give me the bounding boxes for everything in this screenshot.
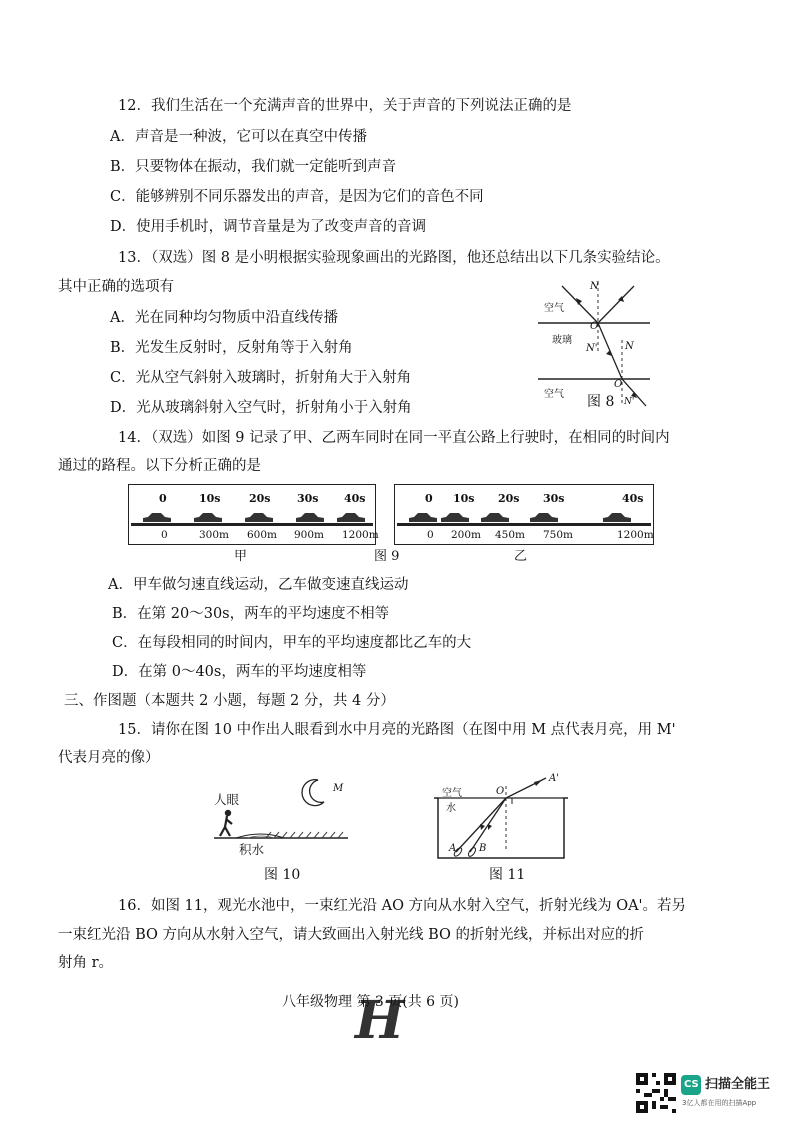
jia-label: 甲	[234, 549, 248, 564]
yi-dist-2: 450m	[495, 529, 525, 541]
q14-stem-line1: 14．（双选）如图 9 记录了甲、乙两车同时在同一平直公路上行驶时，在相同的时间内	[118, 430, 670, 446]
jia-time-4: 40s	[344, 492, 366, 505]
q13-stem-line1: 13．（双选）图 8 是小明根据实验现象画出的光路图，他还总结出以下几条实验结论。	[118, 250, 670, 266]
fig8-nprime-top-label: N'	[586, 343, 598, 354]
yi-cars	[405, 511, 650, 524]
fig11-air-label: 空气	[442, 788, 462, 799]
jia-time-0: 0	[159, 492, 167, 505]
figure-11	[430, 772, 572, 860]
q12-option-a: A．声音是一种波，它可以在真空中传播	[110, 129, 367, 145]
jia-cars	[139, 511, 369, 524]
fig11-a-label: A	[449, 843, 457, 854]
watermark-h: H	[355, 990, 405, 1051]
fig8-glass-label: 玻璃	[552, 335, 572, 346]
q12-option-c: C．能够辨别不同乐器发出的声音，是因为它们的音色不同	[110, 189, 484, 205]
q12-stem: 12．我们生活在一个充满声音的世界中，关于声音的下列说法正确的是	[118, 98, 572, 114]
q16-line3: 射角 r。	[58, 955, 114, 971]
camscanner-logo-text: CS	[684, 1079, 699, 1090]
fig8-n-top-label: N	[590, 281, 599, 292]
yi-time-2: 20s	[498, 492, 520, 505]
fig8-o-top-label: O	[590, 321, 599, 332]
fig9-caption: 图 9	[374, 549, 400, 564]
fig11-o-label: O	[496, 786, 505, 797]
fig8-o-bottom-label: O	[614, 379, 623, 390]
fig8-air-bottom-label: 空气	[544, 389, 564, 400]
yi-dist-0: 0	[427, 529, 434, 541]
fig11-caption: 图 11	[489, 867, 526, 883]
q14-option-a: A．甲车做匀速直线运动，乙车做变速直线运动	[108, 577, 409, 593]
q12-option-b: B．只要物体在振动，我们就一定能听到声音	[110, 159, 397, 175]
q15-line1: 15．请你在图 10 中作出人眼看到水中月亮的光路图（在图中用 M 点代表月亮，用 M'	[118, 722, 676, 738]
jia-dist-1: 300m	[199, 529, 229, 541]
fig10-water-label: 积水	[239, 842, 265, 857]
camscanner-logo-icon	[681, 1075, 701, 1095]
q16-line1: 16．如图 11，观光水池中，一束红光沿 AO 方向从水射入空气，折射光线为 OA'。若另	[118, 898, 687, 914]
yi-label: 乙	[514, 549, 528, 564]
q13-stem-line2: 其中正确的选项有	[58, 279, 174, 295]
fig8-nprime-bottom-label: N'	[624, 397, 635, 407]
yi-dist-3: 750m	[543, 529, 573, 541]
q13-option-b: B．光发生反射时，反射角等于入射角	[110, 340, 353, 356]
jia-dist-0: 0	[161, 529, 168, 541]
fig11-water-label: 水	[446, 803, 456, 814]
q14-stem-line2: 通过的路程。以下分析正确的是	[58, 458, 261, 474]
fig10-caption: 图 10	[264, 867, 301, 883]
fig8-n-bottom-label: N	[625, 341, 634, 352]
yi-time-0: 0	[425, 492, 433, 505]
yi-dist-4: 1200m	[617, 529, 654, 541]
fig8-air-top-label: 空气	[544, 303, 564, 314]
fig11-b-label: B	[479, 843, 487, 854]
figure-9-yi	[394, 484, 654, 545]
yi-time-1: 10s	[453, 492, 475, 505]
fig10-m-label: M	[333, 783, 344, 794]
q13-option-d: D．光从玻璃斜射入空气时，折射角小于入射角	[110, 400, 412, 416]
jia-time-2: 20s	[249, 492, 271, 505]
yi-dist-1: 200m	[451, 529, 481, 541]
fig10-eye-label: 人眼	[214, 792, 240, 807]
figure-9-jia	[128, 484, 379, 545]
yi-time-3: 30s	[543, 492, 565, 505]
jia-dist-2: 600m	[247, 529, 277, 541]
q13-option-a: A．光在同种均匀物质中沿直线传播	[110, 310, 338, 326]
q12-option-d: D．使用手机时，调节音量是为了改变声音的音调	[110, 219, 427, 235]
scanner-tagline: 3亿人都在用的扫描App	[682, 1099, 757, 1107]
section-3-title: 三、作图题（本题共 2 小题，每题 2 分，共 4 分）	[64, 693, 395, 709]
figure-10	[206, 772, 356, 860]
jia-time-3: 30s	[297, 492, 319, 505]
figure-8	[538, 278, 658, 413]
qr-code-icon	[636, 1073, 676, 1113]
jia-dist-3: 900m	[294, 529, 324, 541]
fig8-caption: 图 8	[587, 394, 615, 410]
q16-line2: 一束红光沿 BO 方向从水射入空气，请大致画出入射光线 BO 的折射光线，并标出对应的折	[58, 927, 645, 943]
jia-time-1: 10s	[199, 492, 221, 505]
page-footer: 八年级物理 第 3 页(共 6 页)	[282, 994, 459, 1010]
q13-option-c: C．光从空气斜射入玻璃时，折射角大于入射角	[110, 370, 412, 386]
jia-dist-4: 1200m	[342, 529, 379, 541]
q15-line2: 代表月亮的像）	[58, 750, 160, 766]
q14-option-c: C．在每段相同的时间内，甲车的平均速度都比乙车的大	[112, 635, 472, 651]
scanner-app-name: 扫描全能王	[705, 1077, 771, 1092]
yi-time-4: 40s	[622, 492, 644, 505]
q14-option-b: B．在第 20～30s，两车的平均速度不相等	[112, 606, 390, 622]
q14-option-d: D．在第 0～40s，两车的平均速度相等	[112, 664, 367, 680]
fig11-aprime-label: A'	[549, 773, 559, 784]
